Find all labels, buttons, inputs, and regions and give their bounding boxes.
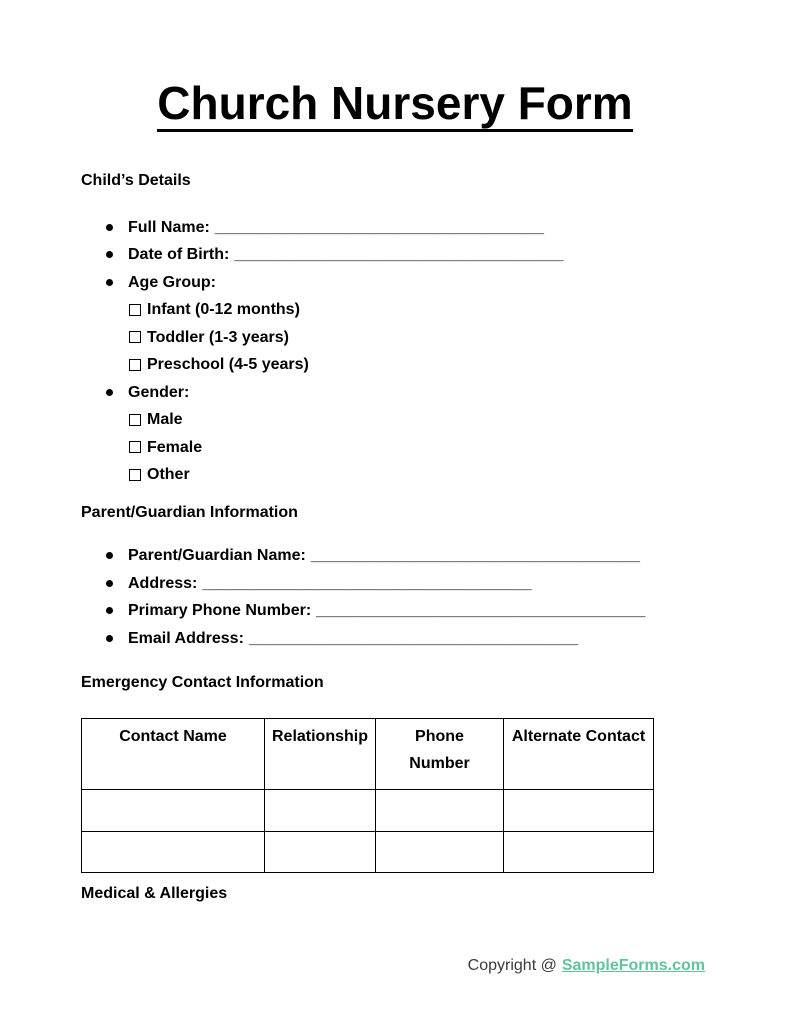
checkbox-icon[interactable]	[129, 331, 141, 343]
checkbox-option-label: Toddler (1-3 years)	[147, 328, 289, 346]
checkbox-option-row	[81, 324, 790, 352]
field-label: Age Group:	[128, 273, 216, 291]
checkbox-icon[interactable]	[129, 414, 141, 426]
form-field-row	[81, 269, 790, 297]
parent-guardian-heading: Parent/Guardian Information	[81, 503, 298, 521]
table-row	[82, 831, 654, 872]
table-cell[interactable]	[504, 831, 654, 872]
emergency-contact-table	[81, 718, 654, 873]
checkbox-option-row	[81, 406, 790, 434]
field-label: Email Address:	[128, 629, 244, 647]
field-label: Date of Birth:	[128, 246, 230, 263]
table-cell[interactable]	[82, 831, 265, 872]
form-field-row	[81, 379, 790, 407]
bullet-icon	[106, 224, 113, 231]
page-title-text: Church Nursery Form	[157, 77, 632, 132]
blank-line[interactable]: _____________________________________	[234, 246, 564, 263]
checkbox-option-label: Infant (0-12 months)	[147, 301, 300, 318]
checkbox-option-row	[81, 296, 790, 324]
form-field-row	[81, 597, 790, 625]
bullet-icon	[106, 279, 113, 286]
page-title	[0, 0, 790, 130]
checkbox-option-row	[81, 434, 790, 462]
child-details-heading: Child’s Details	[81, 172, 191, 189]
emergency-contact-heading: Emergency Contact Information	[81, 674, 324, 691]
form-field-row	[81, 570, 790, 598]
table-header-alternate-contact: Alternate Contact	[504, 718, 654, 789]
checkbox-option-label: Female	[147, 438, 203, 456]
table-cell[interactable]	[82, 789, 265, 831]
checkbox-option-label: Male	[147, 411, 183, 428]
table-cell[interactable]	[376, 831, 504, 872]
table-header-phone-number: Phone Number	[376, 718, 504, 789]
blank-line[interactable]: _____________________________________	[202, 574, 532, 592]
checkbox-icon[interactable]	[129, 359, 141, 371]
table-row	[82, 789, 654, 831]
child-details-list	[81, 214, 790, 489]
checkbox-icon[interactable]	[129, 304, 141, 316]
bullet-icon	[106, 580, 113, 587]
sampleforms-link[interactable]: SampleForms.com	[561, 957, 705, 974]
table-cell[interactable]	[265, 789, 376, 831]
blank-line[interactable]: _____________________________________	[310, 547, 641, 564]
bullet-icon	[106, 389, 113, 396]
copyright-text: Copyright @	[467, 957, 557, 974]
checkbox-option-row	[81, 351, 790, 379]
table-cell[interactable]	[504, 789, 654, 831]
bullet-icon	[106, 607, 113, 614]
medical-allergies-heading: Medical & Allergies	[81, 884, 228, 902]
form-field-row	[81, 625, 790, 653]
checkbox-icon[interactable]	[129, 441, 141, 453]
table-header-contact-name: Contact Name	[82, 718, 265, 789]
checkbox-option-label: Other	[147, 466, 190, 483]
field-label: Gender:	[128, 383, 190, 401]
bullet-icon	[106, 635, 113, 642]
form-field-row	[81, 241, 790, 269]
table-header-relationship: Relationship	[265, 718, 376, 789]
parent-guardian-list	[81, 542, 790, 652]
field-label: Address:	[128, 574, 198, 592]
blank-line[interactable]: _____________________________________	[316, 602, 646, 619]
field-label: Full Name:	[128, 218, 210, 236]
blank-line[interactable]: _____________________________________	[214, 218, 545, 236]
bullet-icon	[106, 552, 113, 559]
table-header-row	[82, 718, 654, 789]
form-field-row	[81, 214, 790, 242]
checkbox-option-label: Preschool (4-5 years)	[147, 356, 309, 373]
field-label: Parent/Guardian Name:	[128, 547, 306, 564]
table-cell[interactable]	[376, 789, 504, 831]
bullet-icon	[106, 251, 113, 258]
checkbox-option-row	[81, 461, 790, 489]
form-field-row	[81, 542, 790, 570]
checkbox-icon[interactable]	[129, 469, 141, 481]
footer	[0, 952, 790, 980]
field-label: Primary Phone Number:	[128, 602, 312, 619]
blank-line[interactable]: _____________________________________	[248, 629, 579, 647]
table-cell[interactable]	[265, 831, 376, 872]
